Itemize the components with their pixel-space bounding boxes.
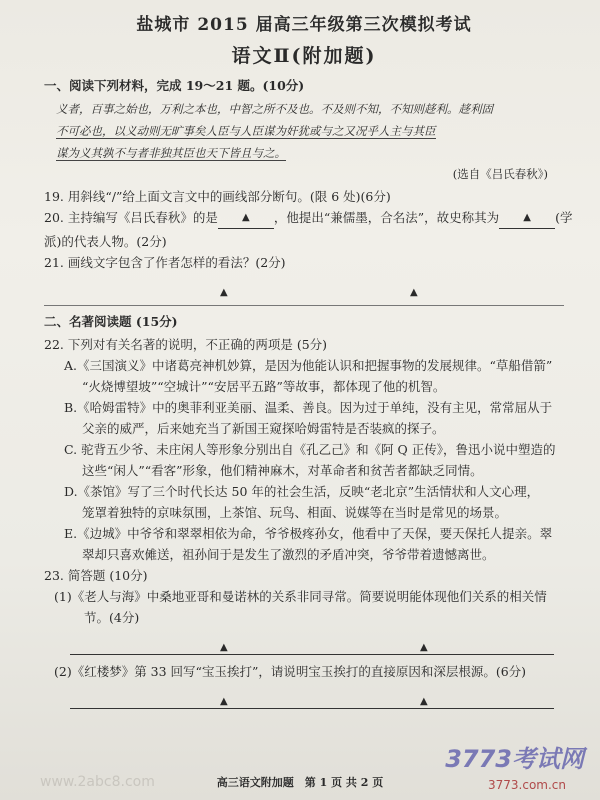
option-c: C. 驼背五少爷、未庄闲人等形象分别出自《孔乙己》和《阿 Q 正传》，鲁迅小说中塑造的: [64, 442, 556, 457]
answer-line-23-2[interactable]: [70, 686, 554, 709]
option-a: A.《三国演义》中诸葛亮神机妙算，是因为他能认识和把握事物的发展规律。“草船借箭”: [64, 358, 553, 373]
question-20-text-b: ，他提出“兼儒墨，合名法”，故史称其为: [273, 210, 500, 225]
option-e: E.《边城》中爷爷和翠翠相依为命，爷爷极疼孙女，他看中了天保，要天保托人提亲。翠: [64, 526, 553, 541]
question-23-1-cont: 节。(4分): [84, 610, 140, 625]
answer-mark: ▲: [242, 212, 250, 223]
answer-mark: ▲: [420, 642, 428, 653]
question-23: 23. 简答题 (10分): [44, 568, 148, 583]
answer-mark: ▲: [220, 696, 228, 707]
answer-blank[interactable]: [218, 207, 274, 229]
option-b: B.《哈姆雷特》中的奥菲利亚美丽、温柔、善良。因为过于单纯，没有主见，常常屈从于: [64, 400, 553, 415]
section2-heading: 二、名著阅读题 (15分): [44, 314, 178, 329]
question-21: 21. 画线文字包含了作者怎样的看法？(2分): [44, 255, 286, 270]
answer-mark: ▲: [523, 212, 531, 223]
page-footer: 高三语文附加题 第 1 页 共 2 页: [216, 776, 384, 789]
passage-line-3: [44, 142, 564, 164]
answer-line-21[interactable]: [70, 277, 554, 299]
answer-mark: ▲: [420, 696, 428, 707]
passage-underlined-text: 不可必也，以义动则无旷事矣人臣与人臣谋为奸犹或与之又况乎人主与其臣: [56, 124, 436, 138]
question-22: 22. 下列对有关名著的说明，不正确的两项是 (5分): [44, 337, 328, 352]
answer-mark: ▲: [220, 287, 228, 298]
question-20-text-a: 20. 主持编写《吕氏春秋》的是: [44, 210, 218, 225]
passage-source: (选自《吕氏春秋》): [452, 167, 548, 181]
passage-line-1: 义者，百事之始也，万利之本也，中智之所不及也。不及则不知，不知则趍利。趍利固: [56, 102, 493, 116]
option-d-cont: 笼罩着独特的京味氛围，上茶馆、玩鸟、相面、说媒等在当时是常见的场景。: [82, 505, 508, 520]
option-a-cont: “火烧博望坡”“空城计”“安居平五路”等故事，都体现了他的机智。: [82, 379, 446, 394]
watermark-left: www.2abc8.com: [40, 774, 155, 790]
passage-line-2: [44, 120, 564, 142]
option-c-cont: 这些“闲人”“看客”形象，他们精神麻木，对革命者和贫苦者都缺乏同情。: [82, 463, 483, 478]
question-23-1: (1)《老人与海》中桑地亚哥和曼诺林的关系非同寻常。简要说明能体现他们关系的相关情: [54, 589, 547, 604]
answer-line-23-1[interactable]: [70, 632, 554, 655]
divider: [44, 305, 564, 306]
answer-blank[interactable]: [499, 207, 555, 229]
answer-mark: ▲: [410, 287, 418, 298]
question-23-2: (2)《红楼梦》第 33 回写“宝玉挨打”，请说明宝玉挨打的直接原因和深层根源。(6分): [54, 664, 527, 679]
question-20-cont: 派)的代表人物。(2分): [44, 234, 167, 249]
answer-mark: ▲: [220, 642, 228, 653]
watermark-logo: 3773考试网: [445, 745, 584, 773]
watermark-url: 3773.com.cn: [488, 778, 566, 792]
question-20-text-c: (学: [555, 210, 573, 225]
question-19: 19. 用斜线“/”给上面文言文中的画线部分断句。(限 6 处)(6分): [44, 189, 391, 204]
option-b-cont: 父亲的威严，后来她充当了新国王窥探哈姆雷特是否装疯的探子。: [82, 421, 445, 436]
section1-heading: 一、阅读下列材料，完成 19～21 题。(10分): [44, 78, 305, 93]
exam-title: 盐城市 2015 届高三年级第三次模拟考试: [136, 15, 472, 35]
question-20: [44, 207, 573, 231]
option-d: D.《茶馆》写了三个时代长达 50 年的社会生活，反映“老北京”生活情状和人文心理，: [64, 484, 540, 499]
option-e-cont: 翠却只喜欢傩送，祖孙间于是发生了激烈的矛盾冲突，爷爷带着遗憾离世。: [82, 547, 495, 562]
exam-subtitle: 语文Ⅱ(附加题): [231, 45, 377, 67]
passage-underlined-text: 谋为义其孰不与者非独其臣也天下皆且与之。: [56, 146, 286, 160]
